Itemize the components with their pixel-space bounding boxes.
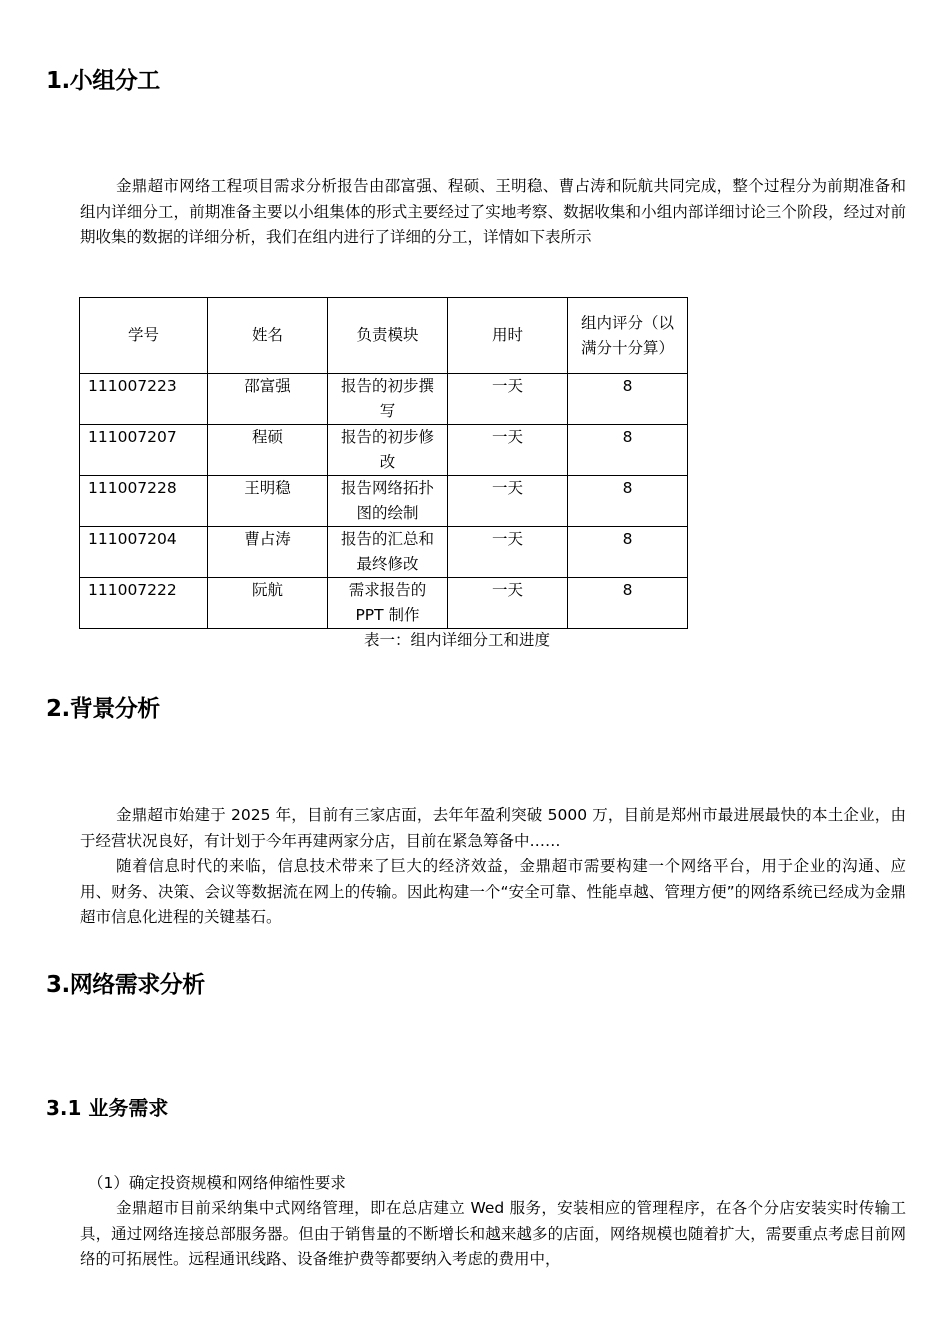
table-cell-time: 一天	[448, 374, 568, 425]
subsection-heading-3-1: 3.1 业务需求	[46, 1096, 169, 1120]
section-heading-1: 1.小组分工	[46, 68, 160, 94]
table-cell-name: 曹占涛	[208, 527, 328, 578]
table-cell-id: 111007204	[80, 527, 208, 578]
table-cell-name: 阮航	[208, 578, 328, 629]
table-cell-name: 邵富强	[208, 374, 328, 425]
section-heading-3: 3.网络需求分析	[46, 972, 205, 998]
table-cell-id: 111007207	[80, 425, 208, 476]
table-cell-id: 111007222	[80, 578, 208, 629]
section-heading-2: 2.背景分析	[46, 696, 160, 722]
division-table	[79, 297, 688, 629]
table-cell-score: 8	[568, 425, 688, 476]
table-cell-id: 111007228	[80, 476, 208, 527]
table-cell-score: 8	[568, 578, 688, 629]
table-cell-name: 程硕	[208, 425, 328, 476]
table-cell-name: 王明稳	[208, 476, 328, 527]
table-caption: 表一：组内详细分工和进度	[364, 631, 551, 649]
table-cell-module: 报告的初步撰写	[328, 374, 448, 425]
section-3-1-paragraph: 金鼎超市目前采纳集中式网络管理，即在总店建立 Wed 服务，安装相应的管理程序，在各个分店安装实时传输工具，通过网络连接总部服务器。但由于销售量的不断增长和越来越多的店面，网络规模也随着扩大，需要重点考虑目前网络的可拓展性。远程通讯线路、设备维护费等都要纳入考虑的费用中，	[80, 1199, 906, 1268]
table-row	[80, 476, 688, 527]
table-row	[80, 578, 688, 629]
table-header-cell: 姓名	[208, 298, 328, 374]
table-cell-score: 8	[568, 527, 688, 578]
table-cell-time: 一天	[448, 527, 568, 578]
section-1-paragraph: 金鼎超市网络工程项目需求分析报告由邵富强、程硕、王明稳、曹占涛和阮航共同完成，整个过程分为前期准备和组内详细分工，前期准备主要以小组集体的形式主要经过了实地考察、数据收集和小组内部详细讨论三个阶段，经过对前期收集的数据的详细分析，我们在组内进行了详细的分工，详情如下表所示	[80, 177, 906, 246]
requirement-item-1: （1）确定投资规模和网络伸缩性要求	[88, 1174, 346, 1192]
section-2-paragraph-1: 金鼎超市始建于 2025 年，目前有三家店面，去年年盈利突破 5000 万，目前是郑州市最进展最快的本土企业，由于经营状况良好，有计划于今年再建两家分店，目前在紧急筹备中……	[80, 806, 906, 850]
table-row	[80, 374, 688, 425]
table-row	[80, 527, 688, 578]
table-cell-time: 一天	[448, 425, 568, 476]
table-cell-module: 需求报告的 PPT 制作	[328, 578, 448, 629]
table-cell-id: 111007223	[80, 374, 208, 425]
table-header-row	[80, 298, 688, 374]
table-header-cell: 组内评分（以满分十分算）	[568, 298, 688, 374]
table-cell-module: 报告的初步修改	[328, 425, 448, 476]
table-cell-module: 报告网络拓扑图的绘制	[328, 476, 448, 527]
table-cell-time: 一天	[448, 476, 568, 527]
table-cell-module: 报告的汇总和最终修改	[328, 527, 448, 578]
table-header-cell: 负责模块	[328, 298, 448, 374]
table-row	[80, 425, 688, 476]
table-header-cell: 学号	[80, 298, 208, 374]
table-header-cell: 用时	[448, 298, 568, 374]
table-cell-score: 8	[568, 374, 688, 425]
table-cell-score: 8	[568, 476, 688, 527]
section-2-paragraph-2: 随着信息时代的来临，信息技术带来了巨大的经济效益，金鼎超市需要构建一个网络平台，用于企业的沟通、应用、财务、决策、会议等数据流在网上的传输。因此构建一个“安全可靠、性能卓越、管理方便”的网络系统已经成为金鼎超市信息化进程的关键基石。	[80, 857, 906, 926]
table-cell-time: 一天	[448, 578, 568, 629]
